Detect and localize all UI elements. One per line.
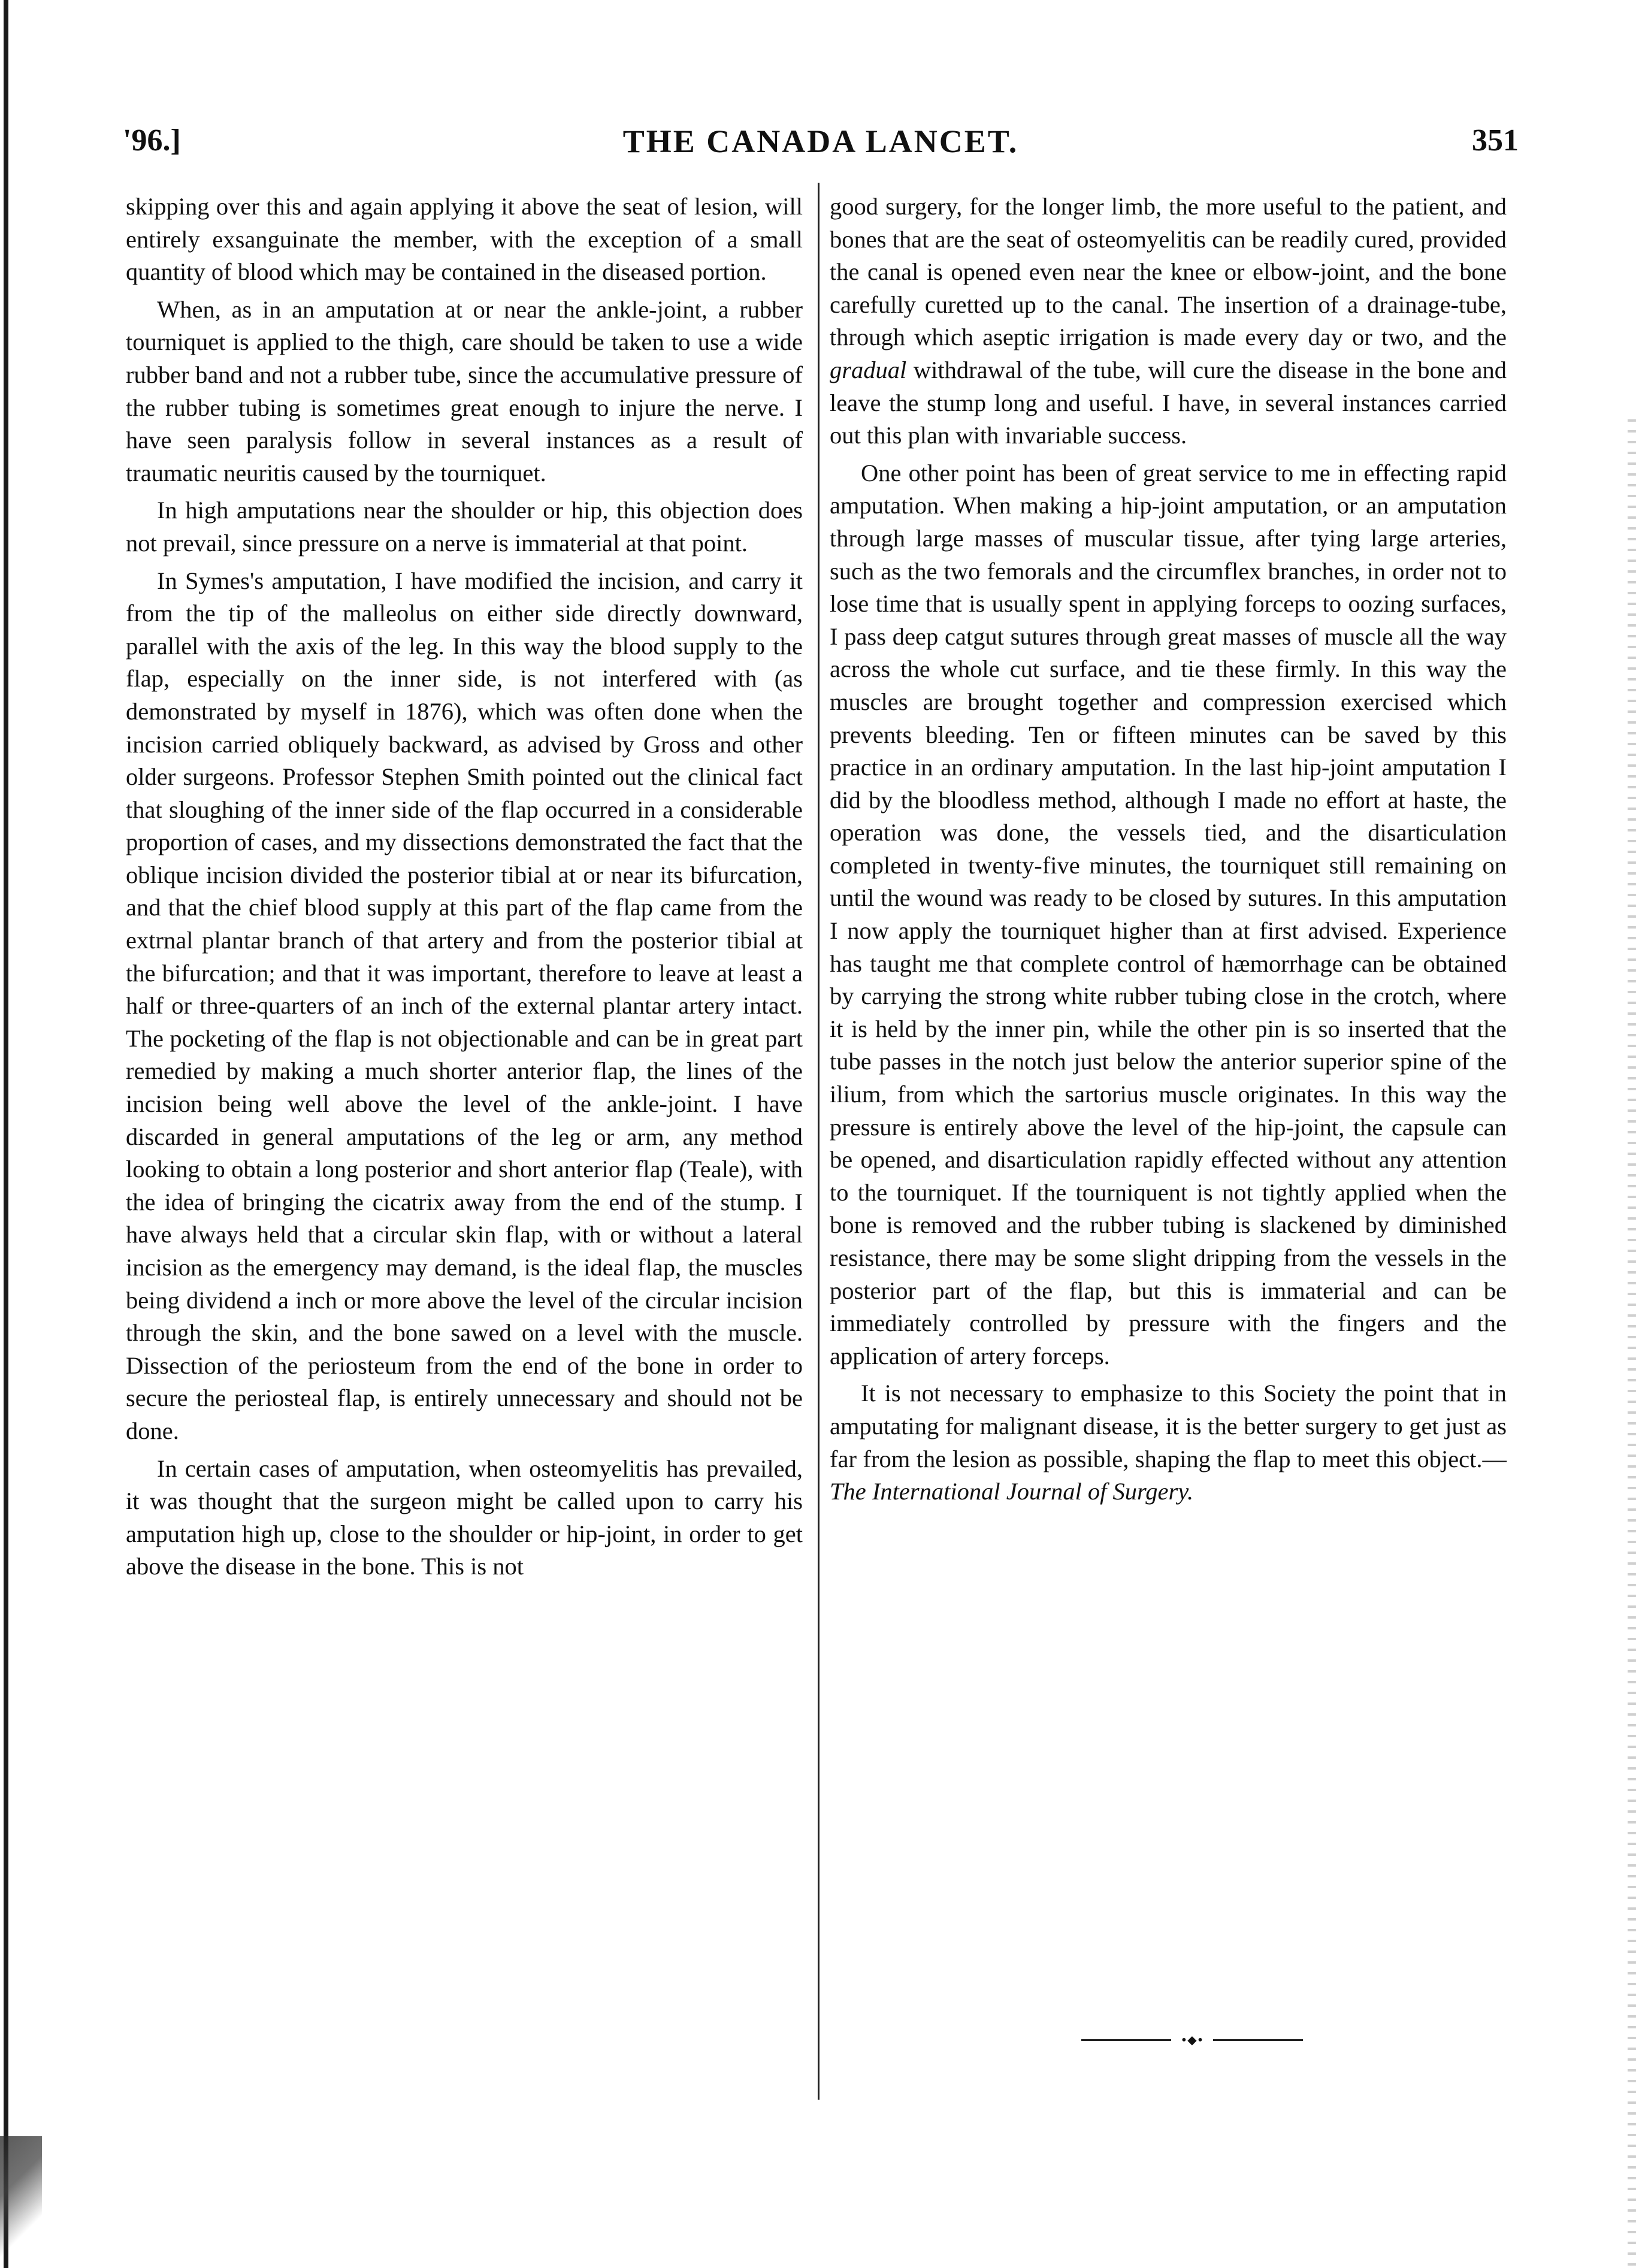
issue-year: '96.] [123, 123, 181, 158]
text-run: good surgery, for the longer limb, the more useful to the patient, and bones that are the seat of osteomyelitis can be readily cured, provided the canal is opened even near the knee or elbow-joint, and the bone carefully curetted up to the canal. The insertion of a drainage-tube, through which aseptic irrigation is made every day or two, and the [830, 193, 1507, 351]
paragraph: In Symes's amputation, I have modified the incision, and carry it from the tip of the malleolus on either side directly downward, parallel with the axis of the leg. In this way the blood supply to the flap, especially on the inner side, is not interfered with (as demonstrated by myself in 1876), which was often done when the incision carried obliquely backward, as advised by Gross and other older surgeons. Professor Stephen Smith pointed out the clinical fact that sloughing of the inner side of the flap occurred in a considerable proportion of cases, and my dissections demonstrated the fact that the oblique incision divided the posterior tibial at or near its bifurcation, and that the chief blood supply at this part of the flap came from the extrnal plantar branch of that artery and from the posterior tibial at the bifurcation; and that it was important, therefore to leave at least a half or three-quarters of an inch of the external plantar artery intact. The pocketing of the flap is not objectionable and can be in great part remedied by making a much shorter anterior flap, the lines of the incision being well above the level of the ankle-joint. I have discarded in general amputations of the leg or arm, any method looking to obtain a long posterior and short anterior flap (Teale), with the idea of bringing the cicatrix away from the end of the stump. I have always held that a circular skin flap, with or without a lateral incision as the emergency may demand, is the ideal flap, the muscles being dividend a inch or more above the level of the circular incision through the skin, and the bone sawed on a level with the muscle. Dissection of the periosteum from the end of the bone in order to secure the periosteal flap, is entirely unnecessary and should not be done. [126, 567, 803, 1444]
ornament-line-right [1213, 2039, 1303, 2041]
paragraph [830, 190, 1507, 452]
running-header [123, 123, 1519, 171]
ornament-line-left [1081, 2039, 1171, 2041]
end-ornament [1081, 2034, 1303, 2046]
page-number: 351 [1472, 123, 1519, 158]
right-column [830, 190, 1507, 1513]
paragraph: In certain cases of amputation, when osteomyelitis has prevailed, it was thought that the surgeon might be called upon to carry his amputation high up, close to the shoulder or hip-joint, in order to get above the disease in the bone. This is not [126, 1454, 803, 1580]
left-column [126, 190, 803, 1588]
text-run: It is not necessary to emphasize to this Society the point that in amputating for malignant disease, it is the better surgery to get just as far from the lesion as possible, shaping the flap to meet this object.— [830, 1380, 1507, 1472]
paragraph: In high amputations near the shoulder or hip, this objection does not prevail, since pressure on a nerve is immaterial at that point. [126, 497, 803, 557]
paragraph: skipping over this and again applying it above the seat of lesion, will entirely exsanguinate the member, with the exception of a small quantity of blood which may be contained in the diseased portion. [126, 193, 803, 286]
ornament-diamond-icon: •◆• [1180, 2033, 1204, 2047]
journal-title: THE CANADA LANCET. [622, 123, 1019, 159]
scan-edge-left [4, 0, 8, 2268]
paragraph: When, as in an amputation at or near the ankle-joint, a rubber tourniquet is applied to the thigh, care should be taken to use a wide rubber band and not a rubber tube, since the accumulative pressure of the rubber tubing is sometimes great enough to injure the nerve. I have seen paralysis follow in several instances as a result of traumatic neuritis caused by the tourniquet. [126, 295, 803, 486]
scan-shadow [0, 2136, 42, 2268]
paragraph: One other point has been of great service to me in effecting rapid amputation. When making a hip-joint amputation, or an amputation through large masses of muscular tissue, after tying large arteries, such as the two femorals and the circumflex branches, in order not to lose time that is usually spent in applying forceps to oozing surfaces, I pass deep catgut sutures through great masses of muscle all the way across the whole cut surface, and tie these firmly. In this way the muscles are brought together and compression exercised which prevents bleeding. Ten or fifteen minutes can be saved by this practice in an ordinary amputation. In the last hip-joint amputation I did by the bloodless method, although I made no effort at haste, the operation was done, the vessels tied, and the disarticulation completed in twenty-five minutes, the tourniquet still remaining on until the wound was ready to be closed by sutures. In this amputation I now apply the tourniquet higher than at first advised. Experience has taught me that complete control of hæmorrhage can be obtained by carrying the strong white rubber tubing close in the crotch, where it is held by the inner pin, while the other pin is so inserted that the tube passes in the notch just below the anterior superior spine of the ilium, from which the sartorius muscle originates. In this way the pressure is entirely above the level of the hip-joint, the capsule can be opened, and disarticulation rapidly effected without any attention to the tourniquet. If the tourniquent is not tightly applied when the bone is removed and the rubber tubing is slackened by diminished resistance, there may be some slight dripping from the vessels in the posterior part of the flap, but this is immaterial and can be immediately controlled by pressure with the fingers and the application of artery forceps. [830, 459, 1507, 1369]
paragraph [830, 1377, 1507, 1508]
scan-edge-right [1628, 419, 1636, 2268]
source-citation: The International Journal of Surgery. [830, 1478, 1194, 1505]
column-divider [818, 183, 819, 2100]
italic-word: gradual [830, 356, 907, 383]
text-run: withdrawal of the tube, will cure the disease in the bone and leave the stump long and useful. I have, in several instances carried out this plan with invariable success. [830, 356, 1507, 449]
